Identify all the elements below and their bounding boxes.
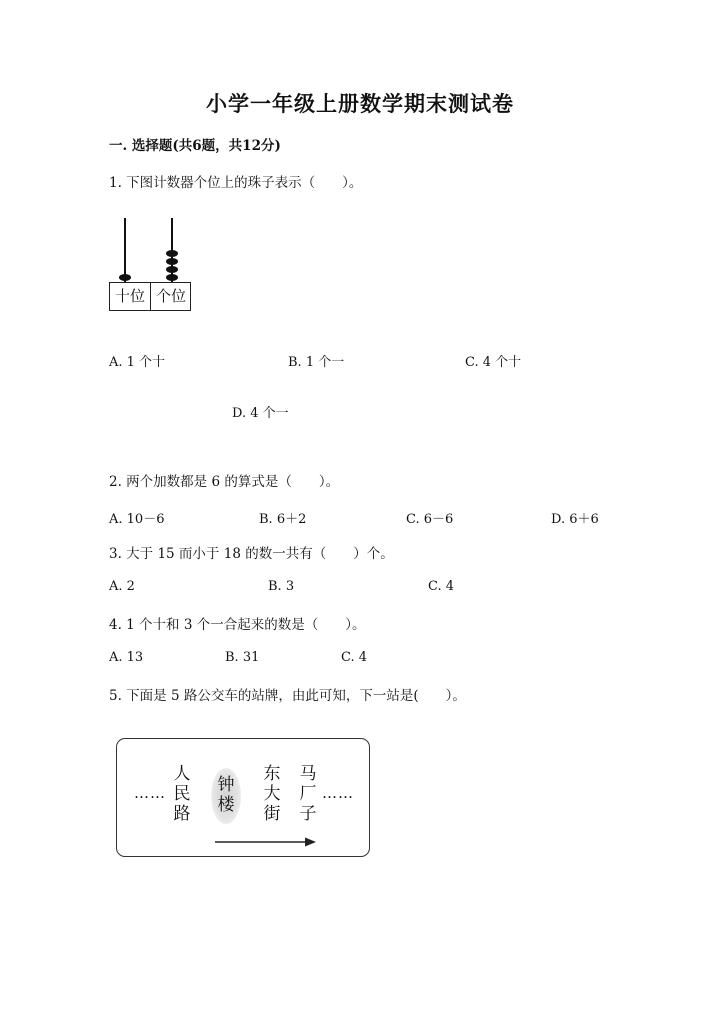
q3-option-c[interactable]: C. 4 [428,579,455,594]
direction-arrow-icon [214,836,318,848]
question-3-text: 3. 大于 15 而小于 18 的数一共有（ ）个。 [109,546,394,562]
sign-dots-right: …… [322,784,354,802]
abacus-bead [166,274,178,281]
q4-option-c[interactable]: C. 4 [341,650,368,665]
page-title: 小学一年级上册数学期末测试卷 [206,91,514,116]
question-5-text: 5. 下面是 5 路公交车的站牌，由此可知，下一站是( ）。 [109,688,466,704]
sign-dots-left: …… [134,784,166,802]
q1-option-a[interactable]: A. 1 个十 [109,355,166,370]
q1-option-c[interactable]: C. 4 个十 [465,355,522,370]
abacus-bead [166,258,178,265]
abacus-bead [166,250,178,257]
ones-label: 个位 [155,287,186,305]
q1-option-d[interactable]: D. 4 个一 [232,406,289,421]
station-machangzi: 马厂子 [299,764,317,824]
section-heading: 一. 选择题(共6题，共12分) [109,138,281,154]
station-dongdajie: 东大街 [263,764,281,824]
station-renminlu: 人民路 [173,764,191,824]
q4-option-b[interactable]: B. 31 [225,650,260,665]
abacus-base [109,282,191,311]
q2-option-a[interactable]: A. 10－6 [109,512,165,527]
abacus-bead [119,274,131,281]
abacus-bead [166,266,178,273]
q2-option-b[interactable]: B. 6＋2 [259,512,307,527]
q4-option-a[interactable]: A. 13 [109,650,144,665]
question-4-text: 4. 1 个十和 3 个一合起来的数是（ ）。 [109,617,366,633]
question-2-text: 2. 两个加数都是 6 的算式是（ ）。 [109,474,340,490]
q3-option-b[interactable]: B. 3 [268,579,295,594]
station-zhonglou: 钟楼 [217,775,235,815]
q3-option-a[interactable]: A. 2 [109,579,135,594]
tens-label: 十位 [114,287,145,305]
tens-rod [124,218,126,282]
q2-option-d[interactable]: D. 6＋6 [551,512,599,527]
question-1-text: 1. 下图计数器个位上的珠子表示（ ）。 [109,175,363,191]
q2-option-c[interactable]: C. 6－6 [406,512,454,527]
q1-option-b[interactable]: B. 1 个一 [288,355,345,370]
